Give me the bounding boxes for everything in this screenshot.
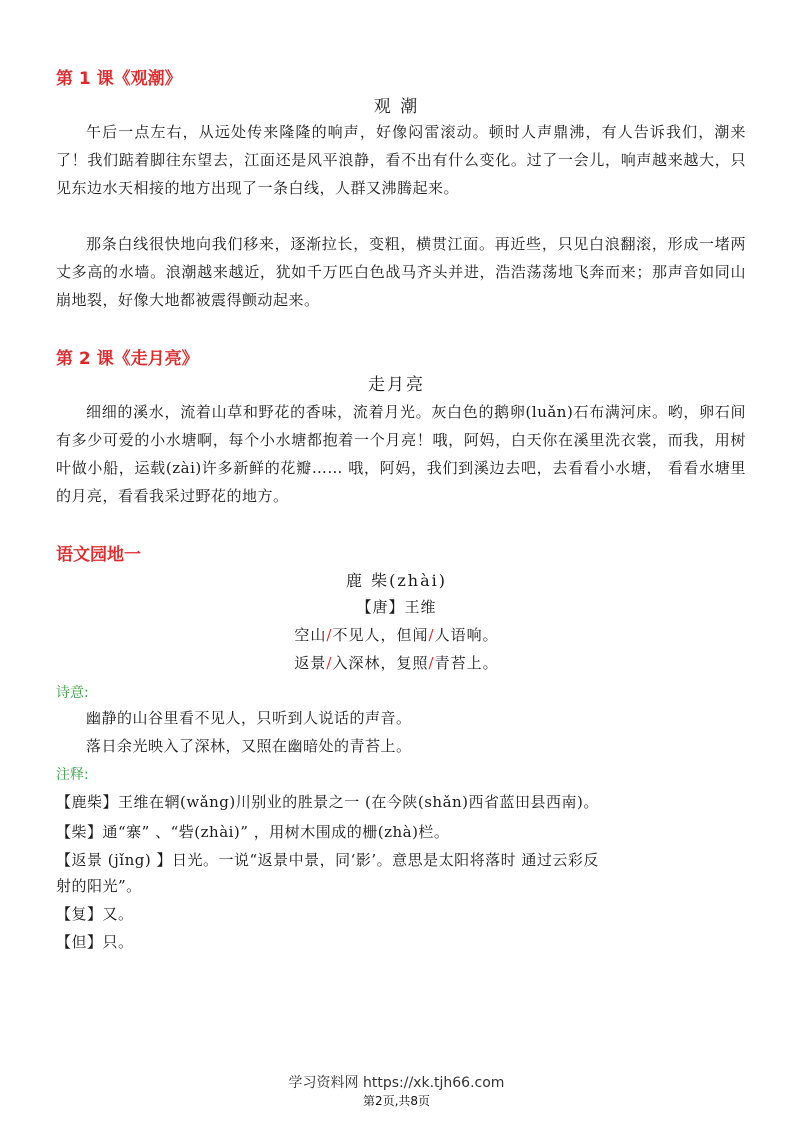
poem-verse-1 (0, 624, 793, 645)
note-line: 【鹿柴】王维在辋(wǎng)川别业的胜景之一 (在今陕(shǎn)西省蓝田县西南)。 (56, 793, 599, 811)
note-line: 【返景 (jǐng) 】日光。一说“返景中景，同‘影’。意思是太阳将落时 通过云彩反 (56, 851, 599, 869)
verse-segment: 空山 (294, 626, 327, 644)
verse-segment: 不见人，但闻 (332, 626, 429, 644)
note-line: 射的阳光”。 (56, 877, 142, 895)
meaning-line-2: 落日余光映入了深林，又照在幽暗处的青苔上。 (86, 737, 412, 755)
meaning-label: 诗意: (56, 685, 89, 701)
note-line: 【复】又。 (56, 905, 134, 923)
pause-mark: / (428, 654, 435, 672)
pause-mark: / (326, 626, 333, 644)
lesson2-paragraph: 细细的溪水，流着山草和野花的香味，流着月光。灰白色的鹅卵(luǎn)石布满河床。哟，卵石间有多少可爱的小水塘啊，每个小水塘都抱着一个月亮！哦，阿妈，白天你在溪里洗衣裳，而我，用树叶做小船，运载(zài)许多新鲜的花瓣…… 哦，阿妈，我们到溪边去吧，去看看小水塘， 看看水塘里的月亮，看看我采过野花的地方。 (56, 403, 746, 505)
footer-site: 学习资料网 https://xk.tjh66.com (288, 1075, 505, 1091)
lesson1-paragraph-1: 午后一点左右，从远处传来隆隆的响声，好像闷雷滚动。顿时人声鼎沸，有人告诉我们，潮来了！我们踮着脚往东望去，江面还是风平浪静，看不出有什么变化。过了一会儿，响声越来越大，只见东边水天相接的地方出现了一条白线，人群又沸腾起来。 (56, 123, 746, 197)
verse-segment: 人语响。 (434, 626, 499, 644)
notes-label: 注释: (56, 767, 89, 783)
meaning-line-1: 幽静的山谷里看不见人，只听到人说话的声音。 (86, 709, 412, 727)
garden-heading: 语文园地一 (56, 545, 141, 565)
verse-segment: 青苔上。 (434, 654, 499, 672)
verse-segment: 入深林，复照 (332, 654, 429, 672)
lesson1-heading: 第 1 课《观潮》 (56, 69, 182, 89)
lesson1-title: 观 潮 (373, 97, 420, 117)
pause-mark: / (326, 654, 333, 672)
lesson2-title: 走月亮 (368, 375, 425, 395)
lesson2-heading: 第 2 课《走月亮》 (56, 349, 199, 369)
poem-author: 【唐】王维 (356, 598, 437, 616)
poem-verse-2 (0, 652, 793, 673)
note-line: 【柴】通“寨” 、“砦(zhài)” ，用树木围成的栅(zhà)栏。 (56, 823, 450, 841)
page-number: 第2页,共8页 (362, 1094, 431, 1108)
lesson1-paragraph-2: 那条白线很快地向我们移来，逐渐拉长，变粗，横贯江面。再近些，只见白浪翻滚，形成一堵两丈多高的水墙。浪潮越来越近，犹如千万匹白色战马齐头并进，浩浩荡荡地飞奔而来；那声音如同山崩地裂，好像大地都被震得颤动起来。 (56, 235, 746, 309)
note-line: 【但】只。 (56, 933, 134, 951)
poem-title: 鹿 柴(zhài) (346, 571, 447, 590)
pause-mark: / (428, 626, 435, 644)
verse-segment: 返景 (294, 654, 327, 672)
